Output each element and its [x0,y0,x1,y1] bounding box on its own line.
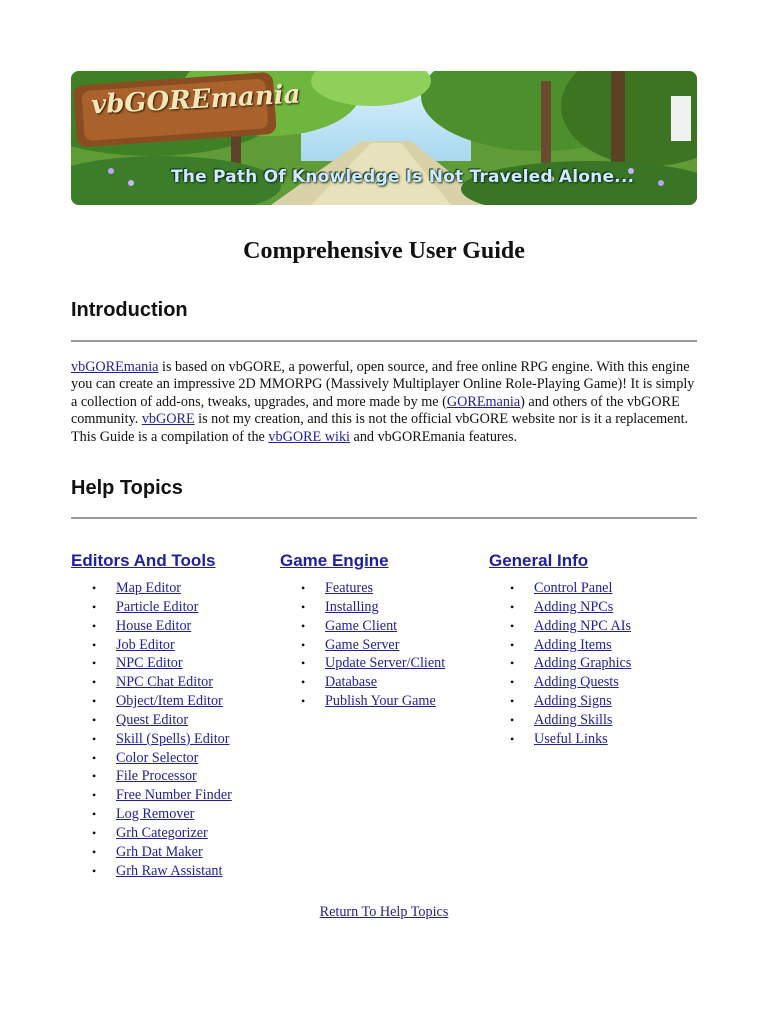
bullet-icon: • [92,825,97,840]
topic-list-item [489,579,631,598]
bullet-icon: • [92,599,97,614]
topic-list-item [71,579,232,598]
topic-link[interactable]: Map Editor [116,580,182,596]
topic-link[interactable]: Quest Editor [116,711,189,728]
topic-list-item [71,862,232,881]
bullet-icon: • [92,769,97,784]
topic-link[interactable]: Adding Items [534,636,612,653]
bullet-icon: • [510,581,515,595]
topic-list-item [489,598,631,617]
bullet-icon: • [301,656,306,671]
topic-link[interactable]: Adding Quests [534,674,619,691]
editors-and-tools-link[interactable]: Editors And Tools [71,551,216,570]
bullet-icon: • [92,675,97,690]
topic-list-item [280,673,445,692]
topic-list-item [489,673,631,692]
bullet-icon: • [510,731,515,746]
bullet-icon: • [92,712,97,727]
topic-list-item [489,654,631,673]
topic-list-item [489,636,631,655]
topic-link[interactable]: Job Editor [116,636,175,653]
bullet-icon: • [92,618,97,633]
return-link-container [0,904,768,921]
bullet-icon: • [510,675,515,690]
topic-link[interactable]: Update Server/Client [325,655,446,672]
topic-list-item [71,654,232,673]
bullet-icon: • [510,712,515,727]
topic-link[interactable]: Game Client [325,617,398,634]
topic-list-item [71,730,232,749]
topic-list-item [71,636,232,655]
bullet-icon: • [301,618,306,633]
editors-and-tools-list [71,579,232,881]
topic-list-item [489,730,631,749]
topic-list-item [489,617,631,636]
topic-column-game-engine [280,551,445,711]
topic-link[interactable]: Features [325,580,374,596]
topic-list-item [71,749,232,768]
return-to-help-topics-link[interactable]: Return To Help Topics [319,904,449,920]
topic-list-item [71,843,232,862]
general-info-list [489,579,631,749]
general-info-link[interactable]: General Info [489,551,589,570]
introduction-heading: Introduction [71,299,188,321]
topic-link[interactable]: Grh Categorizer [116,824,208,841]
topic-column-editors-and-tools [71,551,232,881]
bullet-icon: • [92,844,97,859]
bullet-icon: • [92,750,97,765]
topic-list-item [71,617,232,636]
topic-link[interactable]: Adding NPCs [534,598,614,615]
bullet-icon: • [92,637,97,652]
topic-list-item [489,711,631,730]
topic-list-item [71,598,232,617]
page-title: Comprehensive User Guide [243,238,525,264]
bullet-icon: • [92,656,97,671]
topic-link[interactable]: House Editor [116,617,192,634]
topic-link[interactable]: Skill (Spells) Editor [116,730,230,747]
topic-link[interactable]: Adding NPC AIs [534,617,631,634]
intro-text-1: is based on vbGORE, a powerful, open source, and free online RPG engine. With this engine you can create an impressive 2D MMORPG (Massively Multiplayer Online Role-Playing Game)! It is simply a collection of add-ons, tweaks, upgrades, and more made by me ( [71,359,695,410]
bullet-icon: • [92,581,97,595]
banner-tagline: The Path Of Knowledge Is Not Traveled Alone... [171,167,635,187]
bullet-icon: • [92,863,97,878]
topic-link[interactable]: File Processor [116,768,197,785]
topic-link[interactable]: Adding Signs [534,693,612,710]
topic-list-item [280,636,445,655]
vbgore-wiki-link[interactable]: vbGORE wiki [268,428,350,445]
topic-list-item [280,579,445,598]
bullet-icon: • [92,788,97,803]
topic-link[interactable]: NPC Chat Editor [116,674,213,691]
game-engine-link[interactable]: Game Engine [280,551,389,570]
bullet-icon: • [510,618,515,633]
topic-link[interactable]: Installing [325,598,379,615]
goremania-link[interactable]: GOREmania [446,393,521,410]
bullet-icon: • [301,694,306,709]
topic-link[interactable]: Game Server [325,636,400,653]
topic-list-item [71,692,232,711]
topic-list-item [489,692,631,711]
bullet-icon: • [510,694,515,709]
topic-list-item [71,767,232,786]
topic-link[interactable]: Adding Graphics [534,655,632,672]
topic-link[interactable]: Grh Raw Assistant [116,862,223,879]
intro-text-3: is not my creation, and this is not the official vbGORE website nor is it a replacement. This Guide is a compilation of the [71,411,689,445]
bullet-icon: • [301,637,306,652]
topic-list-item [71,824,232,843]
vbgoremania-link[interactable]: vbGOREmania [71,359,159,375]
topic-link[interactable]: Grh Dat Maker [116,843,203,860]
topic-list-item [71,786,232,805]
vbgore-link[interactable]: vbGORE [141,411,195,428]
bullet-icon: • [301,581,306,595]
topic-link[interactable]: Free Number Finder [116,787,232,804]
bullet-icon: • [510,599,515,614]
topic-list-item [71,673,232,692]
topic-link[interactable]: Control Panel [534,580,613,596]
topic-link[interactable]: NPC Editor [116,655,183,672]
bullet-icon: • [510,656,515,671]
topic-link[interactable]: Particle Editor [116,598,199,615]
help-topics-heading: Help Topics [71,477,183,499]
topic-list-item [71,711,232,730]
topic-list-item [71,805,232,824]
introduction-paragraph [71,359,697,446]
topic-list-item [280,617,445,636]
bullet-icon: • [301,675,306,690]
site-logo: vbGOREmania [90,79,302,121]
topic-list-item [280,654,445,673]
topic-link[interactable]: Adding Skills [534,711,613,728]
game-engine-list [280,579,445,711]
intro-text-4: and vbGOREmania features. [349,428,518,445]
topic-link[interactable]: Object/Item Editor [116,693,223,710]
bullet-icon: • [92,694,97,709]
topic-column-general-info [489,551,631,749]
topic-link[interactable]: Useful Links [534,730,608,747]
section-divider [71,340,697,342]
bullet-icon: • [92,731,97,746]
topic-list-item [280,692,445,711]
header-banner [71,71,697,205]
topic-link[interactable]: Log Remover [116,806,195,823]
section-divider [71,517,697,519]
bullet-icon: • [92,807,97,822]
bullet-icon: • [510,637,515,652]
topic-link[interactable]: Database [325,674,377,691]
topic-list-item [280,598,445,617]
topic-link[interactable]: Color Selector [116,749,199,766]
topic-link[interactable]: Publish Your Game [325,693,436,710]
bullet-icon: • [301,599,306,614]
intro-text-2: ) and others of the vbGORE community. [71,393,680,428]
